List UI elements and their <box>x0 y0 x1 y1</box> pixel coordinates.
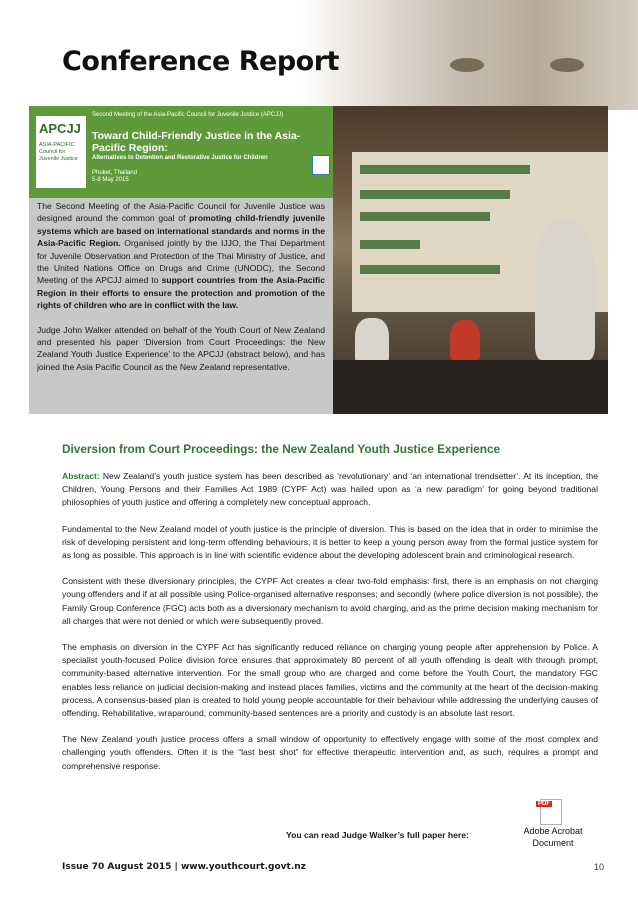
intro-bold-run: support countries from the Asia-Pacific Region in their efforts to ensure the protection and promotion of the rights of children who are in conflict with the law. <box>37 275 325 311</box>
page-number: 10 <box>594 862 605 872</box>
photo-banner-text-shape <box>360 165 530 174</box>
article-paragraph: The New Zealand youth justice process offers a small window of opportunity to effectively engage with some of the most complex and challenging youth offenders. Often it is the “last best shot” for effective therapeutic intervention and, as such, requires a prompt and comprehensive response. <box>62 734 598 771</box>
unicef-logo-icon <box>312 155 330 175</box>
footer-issue: Issue 70 August 2015 | www.youthcourt.govt.nz <box>62 862 306 872</box>
article-title: Diversion from Court Proceedings: the New Zealand Youth Justice Experience <box>62 442 501 456</box>
page-title: Conference Report <box>62 46 339 77</box>
apcjj-logo <box>36 116 86 188</box>
photo-panel-table <box>333 360 608 414</box>
photo-banner-text-shape <box>360 212 490 221</box>
photo-panelist-shape <box>355 318 389 362</box>
photo-speaker-shape <box>535 220 595 360</box>
photo-eye-shape <box>450 58 484 72</box>
abstract-text: New Zealand’s youth justice system has been described as ‘revolutionary’ and ‘an international trendsetter’. At its inception, the Children, Young Persons and their Families Act 1989 (CYPF Act) was hailed upon as ‘a new paradigm’ for going beyond traditional philosophies of youth justice and offering a completely new conceptual approach. <box>62 471 598 508</box>
banner-subtitle: Alternatives to Detention and Restorative Justice for Children <box>92 155 268 161</box>
intro-text-run: The Second Meeting of the Asia-Pacific Council for Juvenile Justice was designed around the common goal of <box>37 201 325 224</box>
pdf-icon-label: Document <box>532 838 574 848</box>
read-paper-label: You can read Judge Walker’s full paper here: <box>286 830 469 840</box>
intro-bold-run: promoting child-friendly juvenile systems which are based on international standards and norms in the Asia-Pacific Region. <box>37 213 325 249</box>
article-paragraph: The emphasis on diversion in the CYPF Act has significantly reduced reliance on charging young people after apprehension by Police. A specialist youth-focused Police division force ensures that approximately 80 percent of all youth offending is dealt with through prompt, community-based alternative intervention. For the small group who are charged and come before the Youth Court, the mandatory FGC enables less reliance on judicial decision-making and instead places families, victims and the community at the heart of the decision-making process. A consensus-based plan is created to hold young people accountable for their behaviour while addressing the underlying causes of offending. Rehabilitative, wraparound, community-based sentences are a priority and custody is an absolute last resort. <box>62 642 598 719</box>
photo-banner-text-shape <box>360 265 500 274</box>
pdf-tag: PDF <box>538 801 550 807</box>
logo-text: APCJJ <box>39 121 81 136</box>
article-body <box>62 470 598 786</box>
header-portrait-photo <box>300 0 638 110</box>
intro-text-run: Organised jointly by the IJJO, the Thai Department for Juvenile Observation and Protection of the Thai Ministry of Justice, and the United Nations Office on Drugs and Crime (UNODC), the Second Meeting of the APCJJ aimed to <box>37 238 325 286</box>
photo-eye-shape <box>550 58 584 72</box>
photo-banner-text-shape <box>360 240 420 249</box>
article-paragraph: Consistent with these diversionary principles, the CYPF Act creates a clear two-fold emphasis: first, there is an emphasis on not charging young offenders and if at all possible using Police-organised alternative responses; and secondly (where police diversion is not possible), the Family Group Conference (FGC) acts both as a diversionary mechanism to avoid charging, and as the prime decision making mechanism for all charges that were not denied or which were subsequently proved. <box>62 576 598 626</box>
banner-place: Phuket, Thailand <box>92 170 137 176</box>
banner-meeting: Second Meeting of the Asia-Pacific Council for Juvenile Justice (APCJJ) <box>92 112 284 118</box>
photo-banner-text-shape <box>360 190 510 199</box>
intro-text <box>37 200 325 385</box>
photo-panelist-shape <box>450 320 480 360</box>
logo-subtext: ASIA-PACIFIC Council for Juvenile Justice <box>39 142 78 162</box>
abstract-label: Abstract: <box>62 471 100 481</box>
abstract-paragraph <box>62 470 598 510</box>
pdf-icon-label: Adobe Acrobat <box>523 826 583 836</box>
pdf-document-icon[interactable] <box>512 799 594 851</box>
intro-paragraph: Judge John Walker attended on behalf of the Youth Court of New Zealand and presented his paper ‘Diversion from Court Proceedings: the New Zealand Youth Justice Experience’ to the APCJJ (abstract below), and has joined the Asia Pacific Council as the New Zealand representative. <box>37 324 325 372</box>
intro-paragraph <box>37 200 325 312</box>
article-paragraph: Fundamental to the New Zealand model of youth justice is the principle of diversion. This is based on the idea that in order to minimise the risk of developing persistent and long-term offending behaviours, it is better to keep a young person away from the formal justice system for as long as possible. This approach is in line with scientific evidence about the developing adolescent brain and criminological research. <box>62 523 598 561</box>
banner-title: Toward Child-Friendly Justice in the Asia-Pacific Region: <box>92 130 301 154</box>
banner-place-dates <box>92 170 212 184</box>
banner-dates: 5-8 May 2015 <box>92 177 129 183</box>
